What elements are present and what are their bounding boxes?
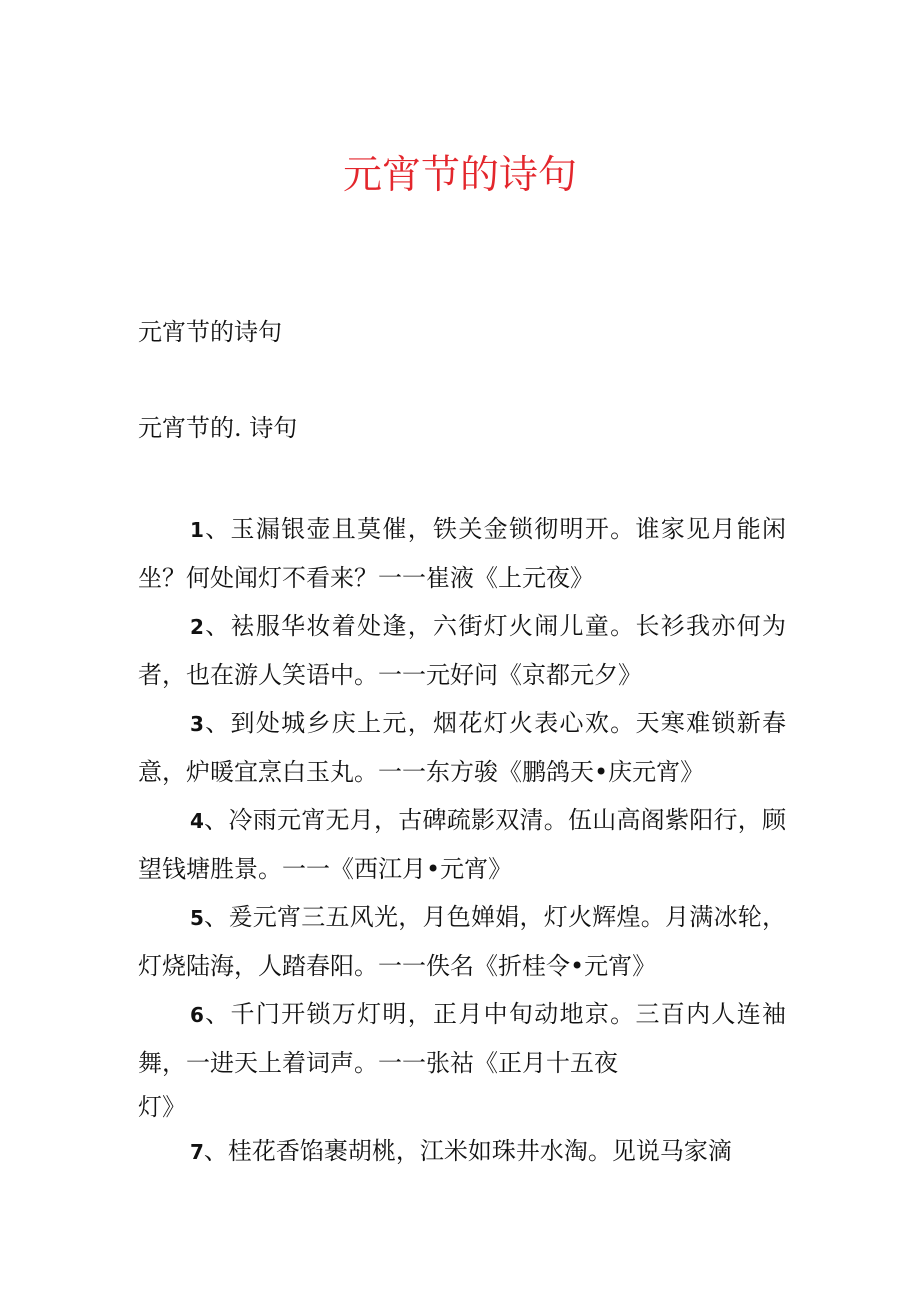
poem-item: [138, 990, 786, 1127]
poem-number: 1: [190, 518, 204, 542]
poem-number: 6: [190, 1003, 204, 1027]
poem-text: 玉漏银壶且莫催，铁关金锁彻明开。谁家见月能闲坐？何处闻灯不看来？一一崔液《上元夜》: [138, 515, 787, 592]
poem-text: 袪服华妆着处逢，六街灯火闹儿童。长衫我亦何为者，也在游人笑语中。一一元好问《京都元夕》: [138, 612, 787, 689]
poem-number: 5: [190, 906, 204, 930]
poem-separator: 、: [203, 709, 231, 737]
poem-number: 3: [190, 712, 204, 736]
poem-item: [138, 1127, 786, 1176]
poem-separator: 、: [203, 515, 231, 543]
poem-separator: 、: [203, 612, 231, 640]
poem-separator: 、: [203, 806, 229, 834]
poem-text: 千门开锁万灯明，正月中旬动地京。三百内人连袖舞，一进天上着词声。一一张祜《正月十五夜: [138, 1000, 787, 1077]
document-title: 元宵节的诗句: [342, 153, 577, 198]
poem-number: 2: [190, 615, 204, 639]
poem-list: [138, 505, 786, 1176]
poem-number: 7: [190, 1140, 204, 1164]
poem-text-continued: 灯》: [138, 1093, 186, 1121]
poem-item: [138, 893, 786, 990]
poem-separator: 、: [203, 903, 229, 931]
poem-number: 4: [190, 809, 204, 833]
poem-text: 爰元宵三五风光，月色婵娟，灯火辉煌。月满冰轮，灯烧陆海，人踏春阳。一一佚名《折桂令•元宵》: [138, 903, 787, 980]
poem-separator: 、: [203, 1137, 228, 1165]
poem-text: 冷雨元宵无月，古碑疏影双清。伍山高阁紫阳行，顾望钱塘胜景。一一《西江月•元宵》: [138, 806, 787, 883]
subtitle-heading-alt: 元宵节的. 诗句: [138, 414, 298, 442]
poem-item: [138, 699, 786, 796]
poem-item: [138, 602, 786, 699]
poem-text: 到处城乡庆上元，烟花灯火表心欢。天寒难锁新春意，炉暖宜烹白玉丸。一一东方骏《鹏鸽天•庆元宵》: [138, 709, 787, 786]
subtitle-heading: 元宵节的诗句: [138, 318, 282, 346]
poem-separator: 、: [203, 1000, 231, 1028]
poem-item: [138, 796, 786, 893]
poem-text: 桂花香馅裹胡桃，江米如珠井水淘。见说马家滴: [227, 1137, 732, 1165]
poem-item: [138, 505, 786, 602]
